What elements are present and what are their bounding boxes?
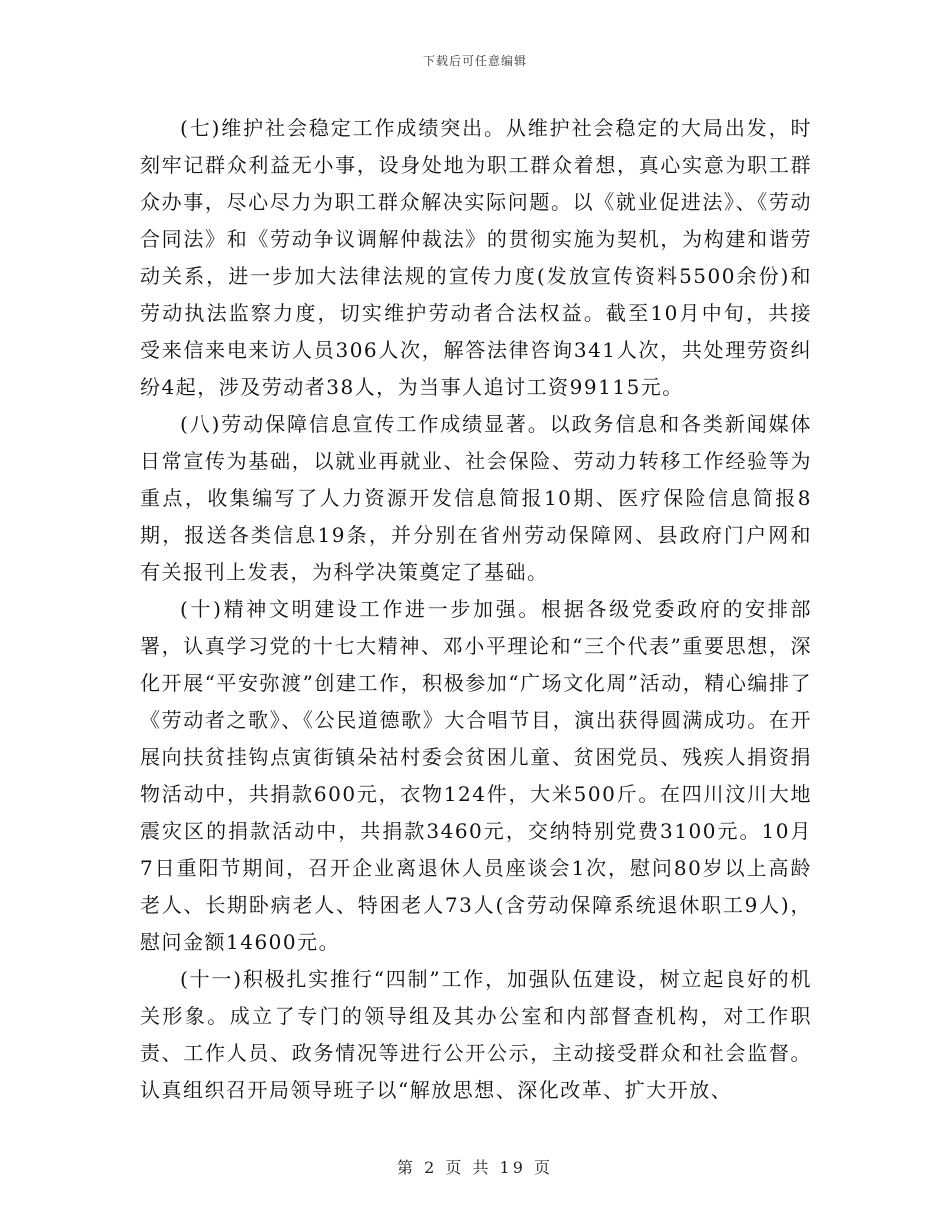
document-body	[140, 110, 812, 1109]
paragraph-10-spiritual-civilization: (十)精神文明建设工作进一步加强。根据各级党委政府的安排部署，认真学习党的十七大精神、邓小平理论和“三个代表”重要思想，深化开展“平安弥渡”创建工作，积极参加“广场文化周”活动，精心编排了《劳动者之歌》、《公民道德歌》大合唱节目，演出获得圆满成功。在开展向扶贫挂钩点寅街镇朵祜村委会贫困儿童、贫困党员、残疾人捐资捐物活动中，共捐款600元，衣物124件，大米500斤。在四川汶川大地震灾区的捐款活动中，共捐款3460元，交纳特别党费3100元。10月7日重阳节期间，召开企业离退休人员座谈会1次，慰问80岁以上高龄老人、长期卧病老人、特困老人73人(含劳动保障系统退休职工9人)，慰问金额14600元。	[140, 597, 812, 954]
paragraph-7-social-stability: (七)维护社会稳定工作成绩突出。从维护社会稳定的大局出发，时刻牢记群众利益无小事，设身处地为职工群众着想，真心实意为职工群众办事，尽心尽力为职工群众解决实际问题。以《就业促进法》、《劳动合同法》和《劳动争议调解仲裁法》的贯彻实施为契机，为构建和谐劳动关系，进一步加大法律法规的宣传力度(发放宣传资料5500余份)和劳动执法监察力度，切实维护劳动者合法权益。截至10月中旬，共接受来信来电来访人员306人次，解答法律咨询341人次，共处理劳资纠纷4起，涉及劳动者38人，为当事人追讨工资99115元。	[140, 116, 812, 399]
paragraph-8-information-publicity: (八)劳动保障信息宣传工作成绩显著。以政务信息和各类新闻媒体日常宣传为基础，以就业再就业、社会保险、劳动力转移工作经验等为重点，收集编写了人力资源开发信息简报10期、医疗保险信息简报8期，报送各类信息19条，并分别在省州劳动保障网、县政府门户网和有关报刊上发表，为科学决策奠定了基础。	[140, 412, 812, 584]
paragraph-11-four-systems: (十一)积极扎实推行“四制”工作，加强队伍建设，树立起良好的机关形象。成立了专门的领导组及其办公室和内部督查机构，对工作职责、工作人员、政务情况等进行公开公示，主动接受群众和社会监督。认真组织召开局领导班子以“解放思想、深化改革、扩大开放、	[140, 967, 812, 1102]
page-header-note: 下载后可任意编辑	[422, 54, 527, 68]
page-number-footer: 第 2 页 共 19 页	[397, 1158, 553, 1177]
